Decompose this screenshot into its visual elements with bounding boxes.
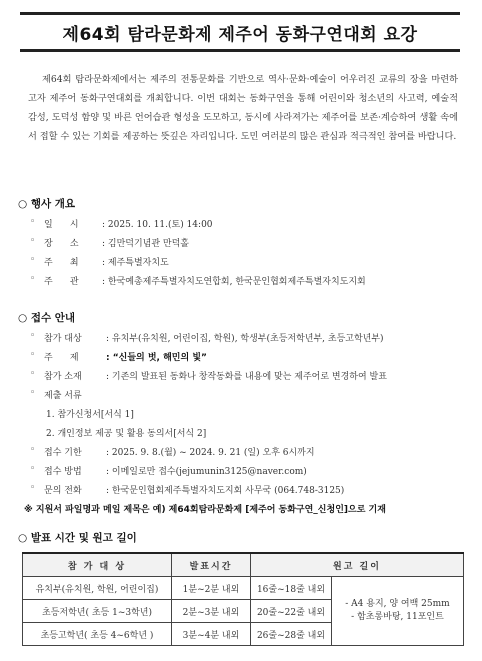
- apply-value: : 한국문인협회제주특별자치도지회 사무국 (064.748-3125): [106, 486, 345, 496]
- apply-value: : 2025. 9. 8.(월) ~ 2024. 9. 21 (일) 오후 6시까지: [106, 448, 315, 458]
- schedule-table: [22, 552, 464, 646]
- apply-contact: ◦ 문의 전화 : 한국문인협회제주특별자치도지회 사무국 (064.748-3125): [30, 483, 345, 496]
- event-item-date: [30, 217, 213, 230]
- intro-paragraph: 제64회 탐라문화제에서는 제주의 전통문화를 기반으로 역사·문화·예술이 어우러진 교류의 장을 마련하고자 제주어 동화구연대회를 개최합니다. 이번 대회는 동화구연을 통해 어린이와 청소년의 사고력, 예술적 감성, 도덕성 함양 및 바른 언어습관 형성을 도모하고, 동시에 사라져가는 제주어를 보존·계승하여 생활 속에서 접할 수 있는 기회를 제공하는 뜻깊은 자리입니다. 도민 여러분의 많은 관심과 적극적인 참여를 바랍니다.: [28, 74, 458, 142]
- cell-time: 1분~2분 내외: [172, 577, 251, 600]
- apply-material: ◦ 참가 소재 : 기존의 발표된 동화나 창작동화를 내용에 맞는 제주어로 변경하여 발표: [30, 369, 387, 382]
- apply-label: 접수 기한: [44, 448, 82, 458]
- document-title-box: [20, 12, 460, 52]
- event-label: 주 관: [44, 277, 79, 287]
- section-heading-event: ○ 행사 개요: [18, 198, 76, 210]
- event-value: : 2025. 10. 11.(토) 14:00: [102, 220, 213, 230]
- cell-manuscript-spec: [332, 577, 464, 646]
- apply-value: : 기존의 발표된 동화나 창작동화를 내용에 맞는 제주어로 변경하여 발표: [106, 372, 387, 382]
- apply-label: 참가 소재: [44, 372, 82, 382]
- cell-time: 3분~4분 내외: [172, 623, 251, 646]
- event-value: : 한국예총제주특별자치도연합회, 한국문인협회제주특별자치도지회: [102, 277, 366, 287]
- filename-notice: ※ 지원서 파일명과 메일 제목은 예) 제64회탐라문화제 [제주어 동화구연_신청인]으로 기재: [24, 505, 386, 515]
- bullet-icon: ◦: [30, 274, 36, 284]
- cell-length: 16줄~18줄 내외: [251, 577, 332, 600]
- event-label: 일 시: [44, 220, 79, 230]
- apply-label: 제출 서류: [44, 391, 82, 401]
- event-value: : 제주특별자치도: [102, 258, 169, 268]
- apply-target: ◦ 참가 대상 : 유치부(유치원, 어린이집, 학원), 학생부(초등저학년부, 초등고학년부): [30, 331, 384, 344]
- apply-label: 참가 대상: [44, 334, 82, 344]
- apply-label: 문의 전화: [44, 486, 82, 496]
- table-row: [23, 577, 464, 600]
- apply-value: : “신들의 벗, 해민의 빛”: [106, 353, 207, 363]
- cell-target: 초등저학년( 초등 1~3학년): [23, 600, 172, 623]
- event-value: : 김만덕기념관 만덕홀: [102, 239, 190, 249]
- bullet-icon: ◦: [30, 236, 36, 246]
- apply-doc-item: 1. 참가신청서[서식 1]: [46, 410, 134, 420]
- apply-value: : 유치부(유치원, 어린이집, 학원), 학생부(초등저학년부, 초등고학년부): [106, 334, 384, 344]
- column-header-target: 참 가 대 상: [23, 553, 172, 577]
- section-heading-schedule: ○ 발표 시간 및 원고 길이: [18, 532, 137, 544]
- event-label: 주 최: [44, 258, 79, 268]
- table-header-row: [23, 553, 464, 577]
- apply-label: 접수 방법: [44, 467, 82, 477]
- column-header-time: 발표시간: [172, 553, 251, 577]
- event-item-host: [30, 255, 169, 268]
- section-heading-apply: ○ 접수 안내: [18, 312, 76, 324]
- apply-doc-item: 2. 개인정보 제공 및 활용 동의서[서식 2]: [46, 429, 207, 439]
- cell-length: 26줄~28줄 내외: [251, 623, 332, 646]
- apply-method: ◦ 접수 방법 : 이메일로만 접수(jejumunin3125@naver.com): [30, 464, 307, 477]
- apply-period: ◦ 접수 기한 : 2025. 9. 8.(월) ~ 2024. 9. 21 (일) 오후 6시까지: [30, 445, 315, 458]
- apply-value: : 이메일로만 접수(jejumunin3125@naver.com): [106, 467, 307, 477]
- apply-docs: ◦ 제출 서류: [30, 388, 106, 401]
- cell-length: 20줄~22줄 내외: [251, 600, 332, 623]
- apply-label: 주 제: [44, 353, 79, 363]
- apply-theme: ◦ 주 제 : “신들의 벗, 해민의 빛”: [30, 350, 207, 363]
- bullet-icon: ◦: [30, 255, 36, 265]
- column-header-length: 원고 길이: [251, 553, 464, 577]
- spec-line: - 함초롱바탕, 11포인트: [351, 612, 444, 622]
- event-item-venue: [30, 236, 189, 249]
- bullet-icon: ◦: [30, 217, 36, 227]
- event-item-organizer: [30, 274, 366, 287]
- spec-line: - A4 용지, 양 여백 25mm: [345, 599, 450, 609]
- event-label: 장 소: [44, 239, 79, 249]
- cell-target: 초등고학년( 초등 4~6학년 ): [23, 623, 172, 646]
- document-title: 제64회 탐라문화제 제주어 동화구연대회 요강: [62, 24, 418, 45]
- cell-target: 유치부(유치원, 학원, 어린이집): [23, 577, 172, 600]
- cell-time: 2분~3분 내외: [172, 600, 251, 623]
